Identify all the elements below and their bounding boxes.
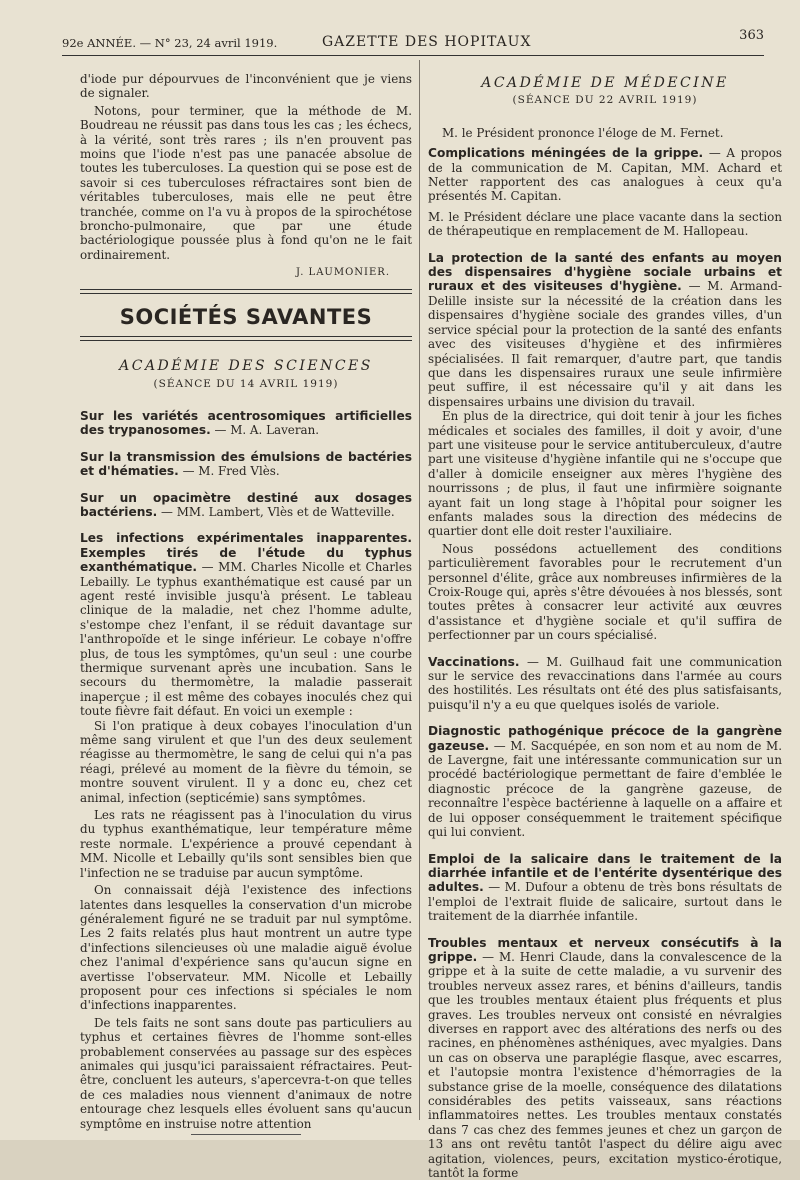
author-signature: J. LAUMONIER. xyxy=(295,267,390,279)
report-entry: Sur la transmission des émulsions de bactéries et d'hématies. — M. Fred Vlès. xyxy=(80,449,412,479)
body-paragraph: En plus de la directrice, qui doit tenir à jour les fiches médicales et sociales des familles, il doit y avoir, d'une part une visiteuse pour le service antituberculeux, d'autre part une visiteuse d'hygiène infantile qui ne s'occupe que d'aller à domicile enseigner aux mères l'hygiène des nourrissons ; de plus, il faut une infirmière soignante ayant fait un long stage à l'hôpital pour soigner les enfants malades sous la direction des médecins de quartier dont elle doit rester l'auxiliaire. xyxy=(428,409,782,539)
section-title: SOCIÉTÉS SAVANTES xyxy=(119,304,373,329)
page-header xyxy=(62,30,764,52)
section-rule xyxy=(80,336,412,341)
session-date: (SÉANCE DU 14 AVRIL 1919) xyxy=(153,377,339,390)
header-rule xyxy=(62,55,764,56)
page-number: 363 xyxy=(739,28,764,43)
body-paragraph: Si l'on pratique à deux cobayes l'inoculation d'un même sang virulent et que l'un des deux seulement réagisse au thermomètre, le sang de celui qui n'a pas réagi, prélevé au moment de la fièvre du témoin, se montre souvent virulent. Il y a donc eu, chez cet animal, infection (septicémie) sans symptômes. xyxy=(80,718,412,805)
report-entry: Diagnostic pathogénique précoce de la gangrène gazeuse. — M. Sacquépée, en son nom et au nom de M. de Lavergne, fait une intéressante communication sur un procédé bactériologique permettant de faire d'emblée le diagnostic précoce de la gangrène gazeuse, de reconnaître l'espèce bactérienne à laquelle on a affaire et de lui opposer conséquemment le traitement spécifique qui lui convient. xyxy=(428,724,782,840)
report-entry: Emploi de la salicaire dans le traitement de la diarrhée infantile et de l'entérite dysentérique des adultes. — M. Dufour a obtenu de très bons résultats de l'emploi de l'extrait fluide de salicaire, surtout dans le traitement de la diarrhée infantile. xyxy=(428,851,782,924)
issue-info: 92e ANNÉE. — N° 23, 24 avril 1919. xyxy=(62,36,278,50)
academy-heading: ACADÉMIE DE MÉDECINE xyxy=(481,75,729,91)
end-rule xyxy=(191,1134,301,1135)
report-entry: Sur les variétés acentrosomiques artificielles des trypanosomes. — M. A. Laveran. xyxy=(80,408,412,438)
column-divider xyxy=(419,60,420,1120)
body-paragraph: De tels faits ne sont sans doute pas particuliers au typhus et certaines fièvres de l'homme sont-elles probablement conservées au passage sur des espèces animales qui jusqu'ici paraissaient réfractaires. Peut-être, concluent les auteurs, s'apercevra-t-on que telles de ces maladies nous viennent d'animaux de notre entourage chez lesquels elles évoluent sans qu'aucun symptôme en instruise notre attention xyxy=(80,1015,412,1131)
section-rule xyxy=(80,289,412,294)
academy-heading: ACADÉMIE DES SCIENCES xyxy=(119,358,373,375)
left-column xyxy=(80,72,412,1135)
report-entry: Vaccinations. — M. Guilhaud fait une communication sur le service des revaccinations dans l'armée au cours des hostilités. Les résultats ont été des plus satisfaisants, puisqu'il n'y a eu que quelques isolés de variole. xyxy=(428,654,782,712)
report-entry: La protection de la santé des enfants au moyen des dispensaires d'hygiène sociale urbains et ruraux et des visiteuses d'hygiène. — M. Armand-Delille insiste sur la nécessité de la création dans les dispensaires d'hygiène sociale des grandes villes, d'un service spécial pour la protection de la santé des enfants avec des visiteuses d'hygiène et des infirmières spécialisées. Il fait remarquer, d'autre part, que tandis que dans les dispensaires ruraux une seule infirmière peut suffire, il est nécessaire qu'il y ait dans les dispensaires urbains une division du travail. xyxy=(428,250,782,409)
report-entry: Troubles mentaux et nerveux consécutifs à la grippe. — M. Henri Claude, dans la convalescence de la grippe et à la suite de cette maladie, a vu survenir des troubles nerveux assez rares, et bénins d'ailleurs, tandis que les troubles mentaux étaient plus fréquents et plus graves. Les troubles nerveux ont consisté en névralgies diverses en rapport avec des altérations des nerfs ou des racines, en phénomènes asthéniques, avec myalgies. Dans un cas on observa une paraplégie flasque, avec escarres, et l'autopsie montra l'existence d'hémorragies de la substance grise de la moelle, conséquence des dilatations considérables des petits vaisseaux, sans réactions inflammatoires nettes. Les troubles mentaux constatés dans 7 cas chez des femmes jeunes et chez un garçon de 13 ans ont revêtu tantôt l'aspect du délire aigu avec agitation, violences, peurs, excitation mystico-érotique, tantôt la forme xyxy=(428,935,782,1180)
intro-paragraph: d'iode pur dépourvues de l'inconvénient que je viens de signaler. xyxy=(80,72,412,101)
session-date: (SÉANCE DU 22 AVRIL 1919) xyxy=(512,94,698,107)
body-paragraph: Nous possédons actuellement des conditions particulièrement favorables pour le recrutement d'un personnel d'élite, grâce aux nombreuses infirmières de la Croix-Rouge qui, après s'être dévouées à nos blessés, sont toutes prêtes à consacrer leur activité aux œuvres d'assistance et d'hygiène sociale et qu'il suffira de perfectionner par un cours spécialisé. xyxy=(428,541,782,643)
body-paragraph: Les rats ne réagissent pas à l'inoculation du virus du typhus exanthématique, leur température même reste normale. L'expérience a prouvé cependant à MM. Nicolle et Lebailly qu'ils sont sensibles bien que l'infection ne se traduise par aucun symptôme. xyxy=(80,808,412,880)
report-entry: Complications méningées de la grippe. — A propos de la communication de M. Capitan, MM. Achard et Netter rapportent des cas analogues à ceux qu'a présentés M. Capitan. xyxy=(428,146,782,204)
body-paragraph: M. le Président prononce l'éloge de M. Fernet. xyxy=(442,125,724,140)
report-entry: M. le Président déclare une place vacante dans la section de thérapeutique en remplacement de M. Hallopeau. xyxy=(428,209,782,239)
report-entry: Les infections expérimentales inapparentes. Exemples tirés de l'étude du typhus exanthématique. — MM. Charles Nicolle et Charles Lebailly. Le typhus exanthématique est causé par un agent resté invisible jusqu'à présent. Le tableau clinique de la maladie, net chez l'homme adulte, s'estompe chez l'enfant, il se réduit davantage sur l'anthropoïde et le singe inférieur. Le cobaye n'offre plus, de tous les symptômes, qu'un seul : une courbe thermique survenant après une incubation. Sans le secours du thermomètre, la maladie passerait inaperçue ; il est même des cobayes inoculés chez qui toute fièvre fait défaut. En voici un exemple : xyxy=(80,531,412,719)
report-entry: Sur un opacimètre destiné aux dosages bactériens. — MM. Lambert, Vlès et de Watteville. xyxy=(80,490,412,519)
body-paragraph: On connaissait déjà l'existence des infections latentes dans lesquelles la conservation d'un microbe généralement figuré ne se traduit par nul symptôme. Les 2 faits relatés plus haut montrent un autre type d'infections silencieuses où une maladie aiguë évolue chez l'animal d'expérience sans qu'aucun signe en avertisse l'observateur. MM. Nicolle et Lebailly proposent pour ces infections si spéciales le nom d'infections inapparentes. xyxy=(80,883,412,1013)
right-column xyxy=(428,72,782,1180)
journal-title: GAZETTE DES HOPITAUX xyxy=(322,34,532,50)
intro-paragraph: Notons, pour terminer, que la méthode de M. Boudreau ne réussit pas dans tous les cas ; les échecs, à la vérité, sont très rares ; ils n'en prouvent pas moins que l'iode n'est pas une panacée absolue de toutes les tuberculoses. La question qui se pose est de savoir si ces tuberculoses réfractaires sont bien de véritables tuberculoses, mais elle ne peut être tranchée, comme on l'a vu à propos de la spirochétose broncho-pulmonaire, que par une étude bactériologique poussée plus à fond qu'on ne le fait ordinairement. xyxy=(80,103,412,262)
